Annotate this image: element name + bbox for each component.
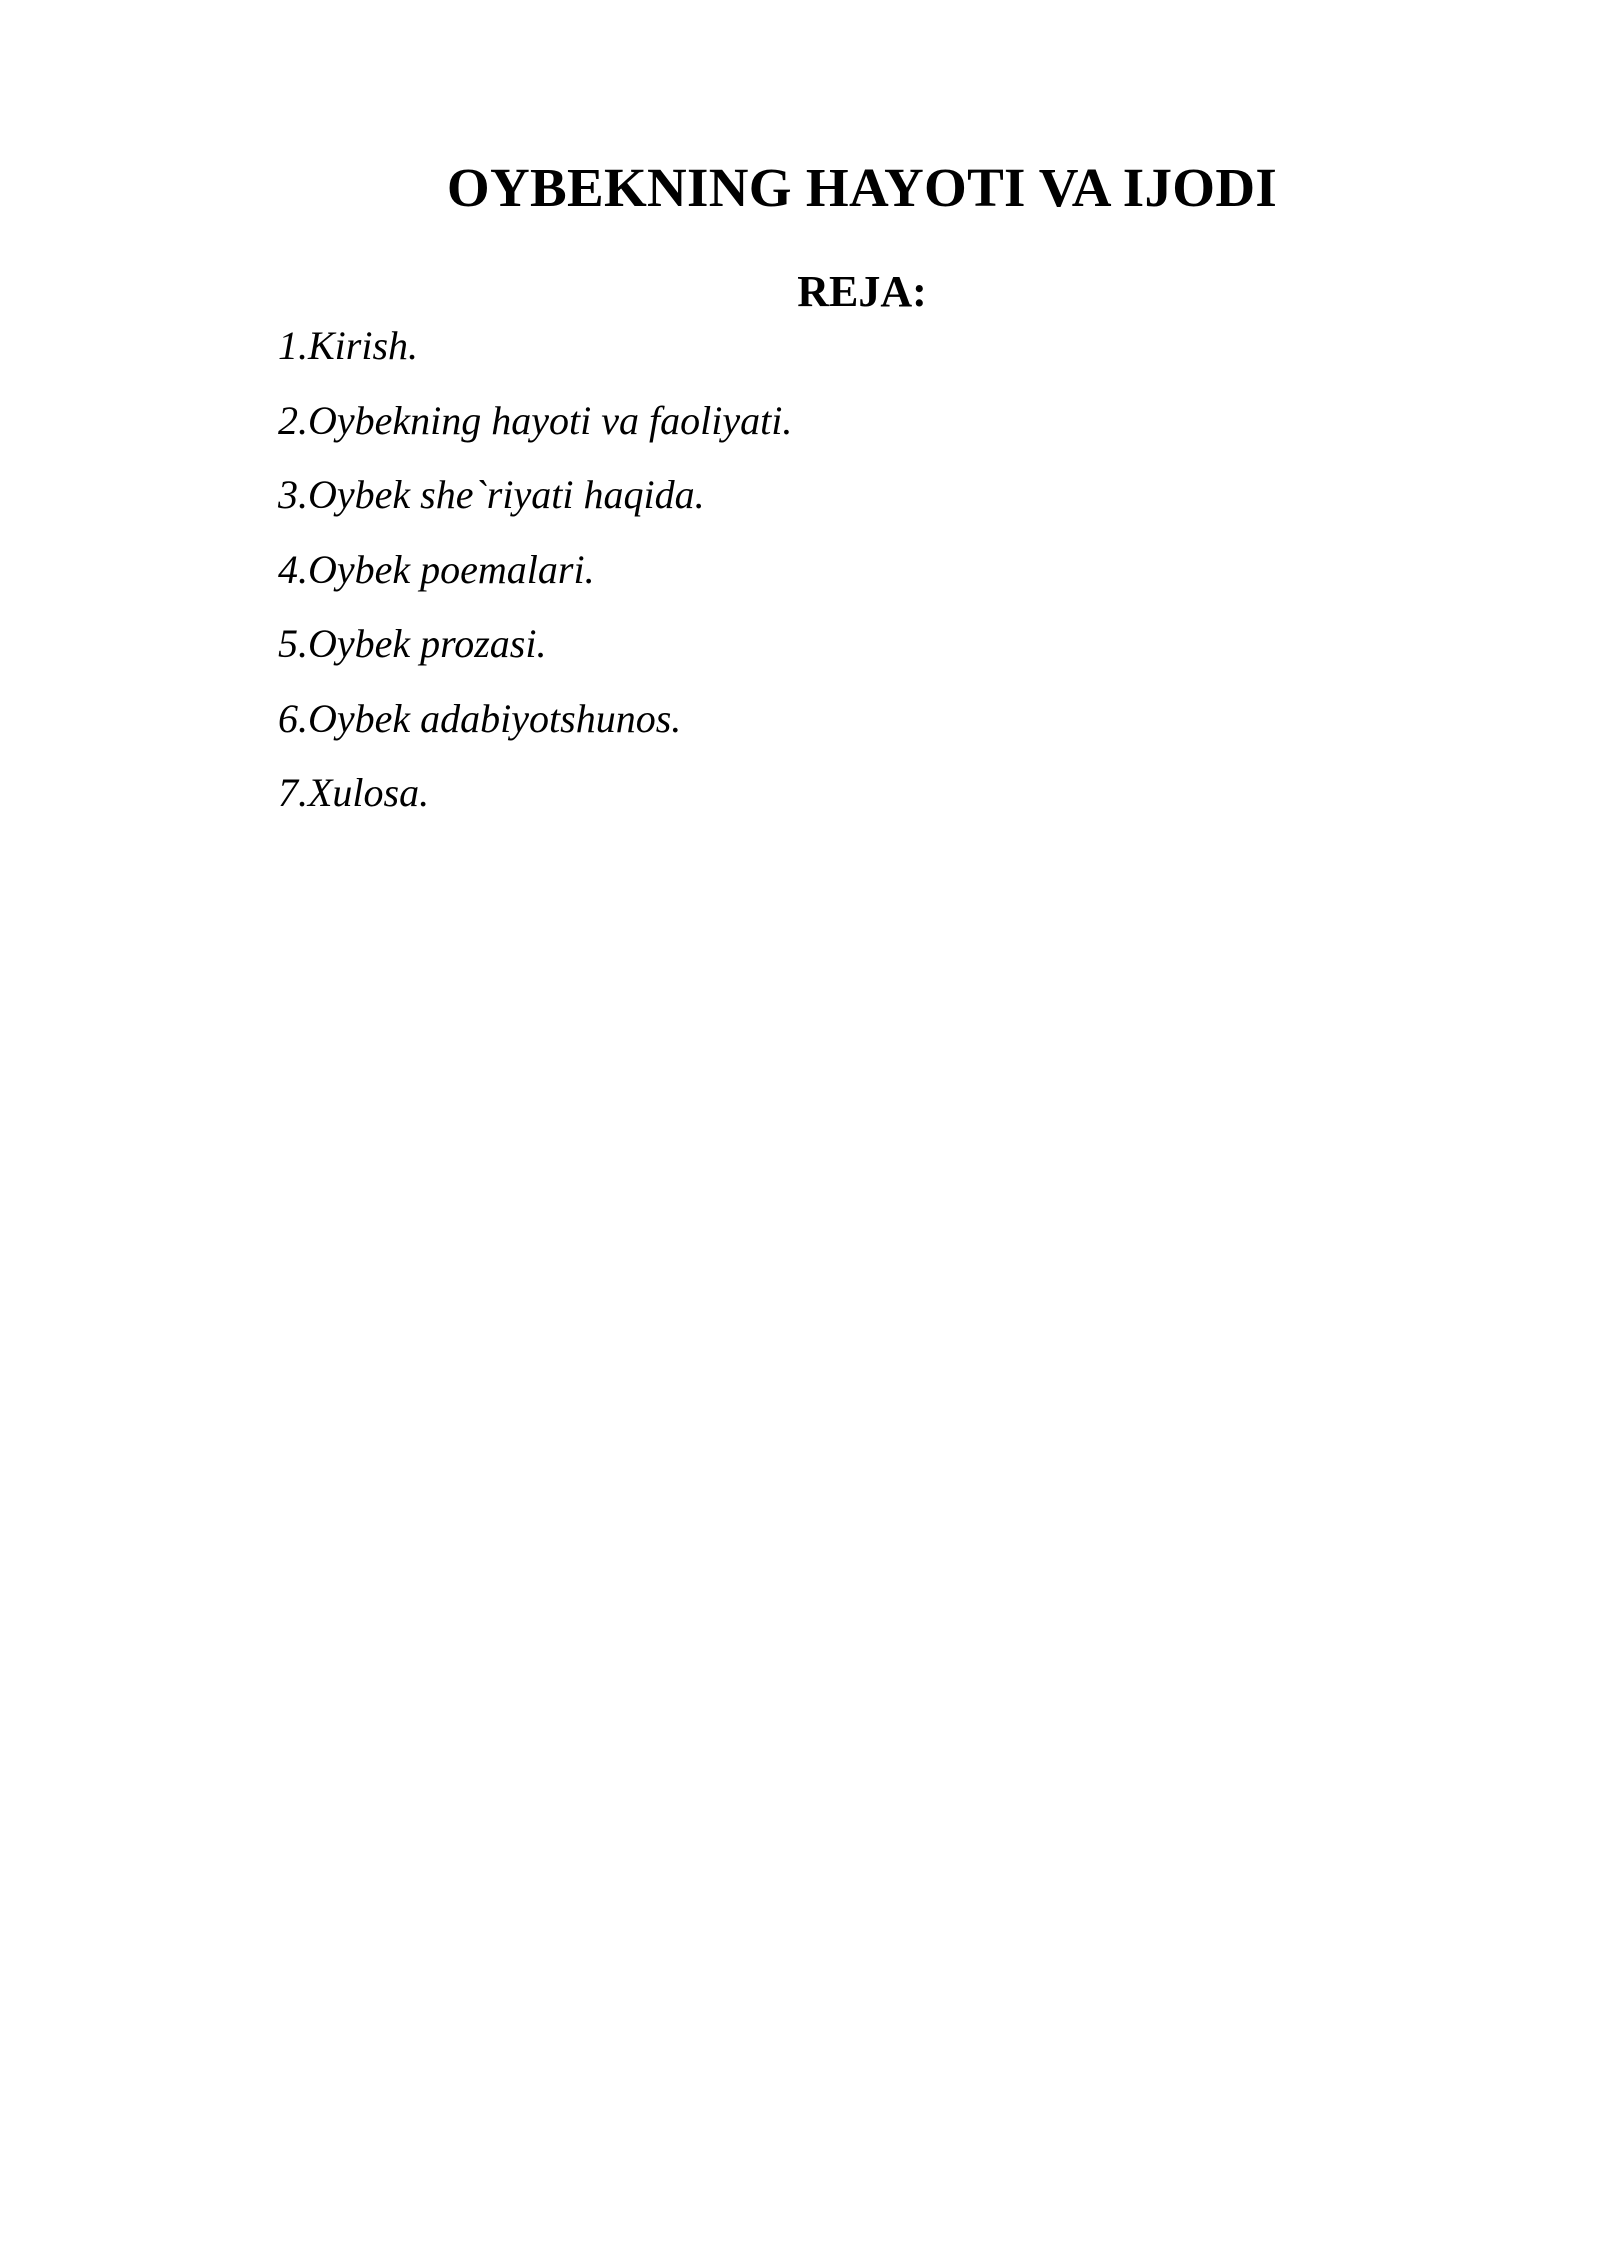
plan-item-3: 3.Oybek she`riyati haqida. bbox=[278, 472, 705, 517]
plan-item-6: 6.Oybek adabiyotshunos. bbox=[278, 695, 682, 741]
plan-item-4: 4.Oybek poemalari. bbox=[278, 546, 595, 592]
plan-list bbox=[278, 316, 792, 838]
plan-item-2: 2.Oybekning hayoti va faoliyati. bbox=[278, 397, 793, 443]
plan-heading: REJA: bbox=[797, 267, 927, 316]
plan-item-7: 7.Xulosa. bbox=[278, 770, 430, 815]
document-title: OYBEKNING HAYOTI VA IJODI bbox=[446, 157, 1278, 218]
plan-item-1: 1.Kirish. bbox=[278, 323, 419, 368]
plan-item-5: 5.Oybek prozasi. bbox=[278, 621, 547, 666]
